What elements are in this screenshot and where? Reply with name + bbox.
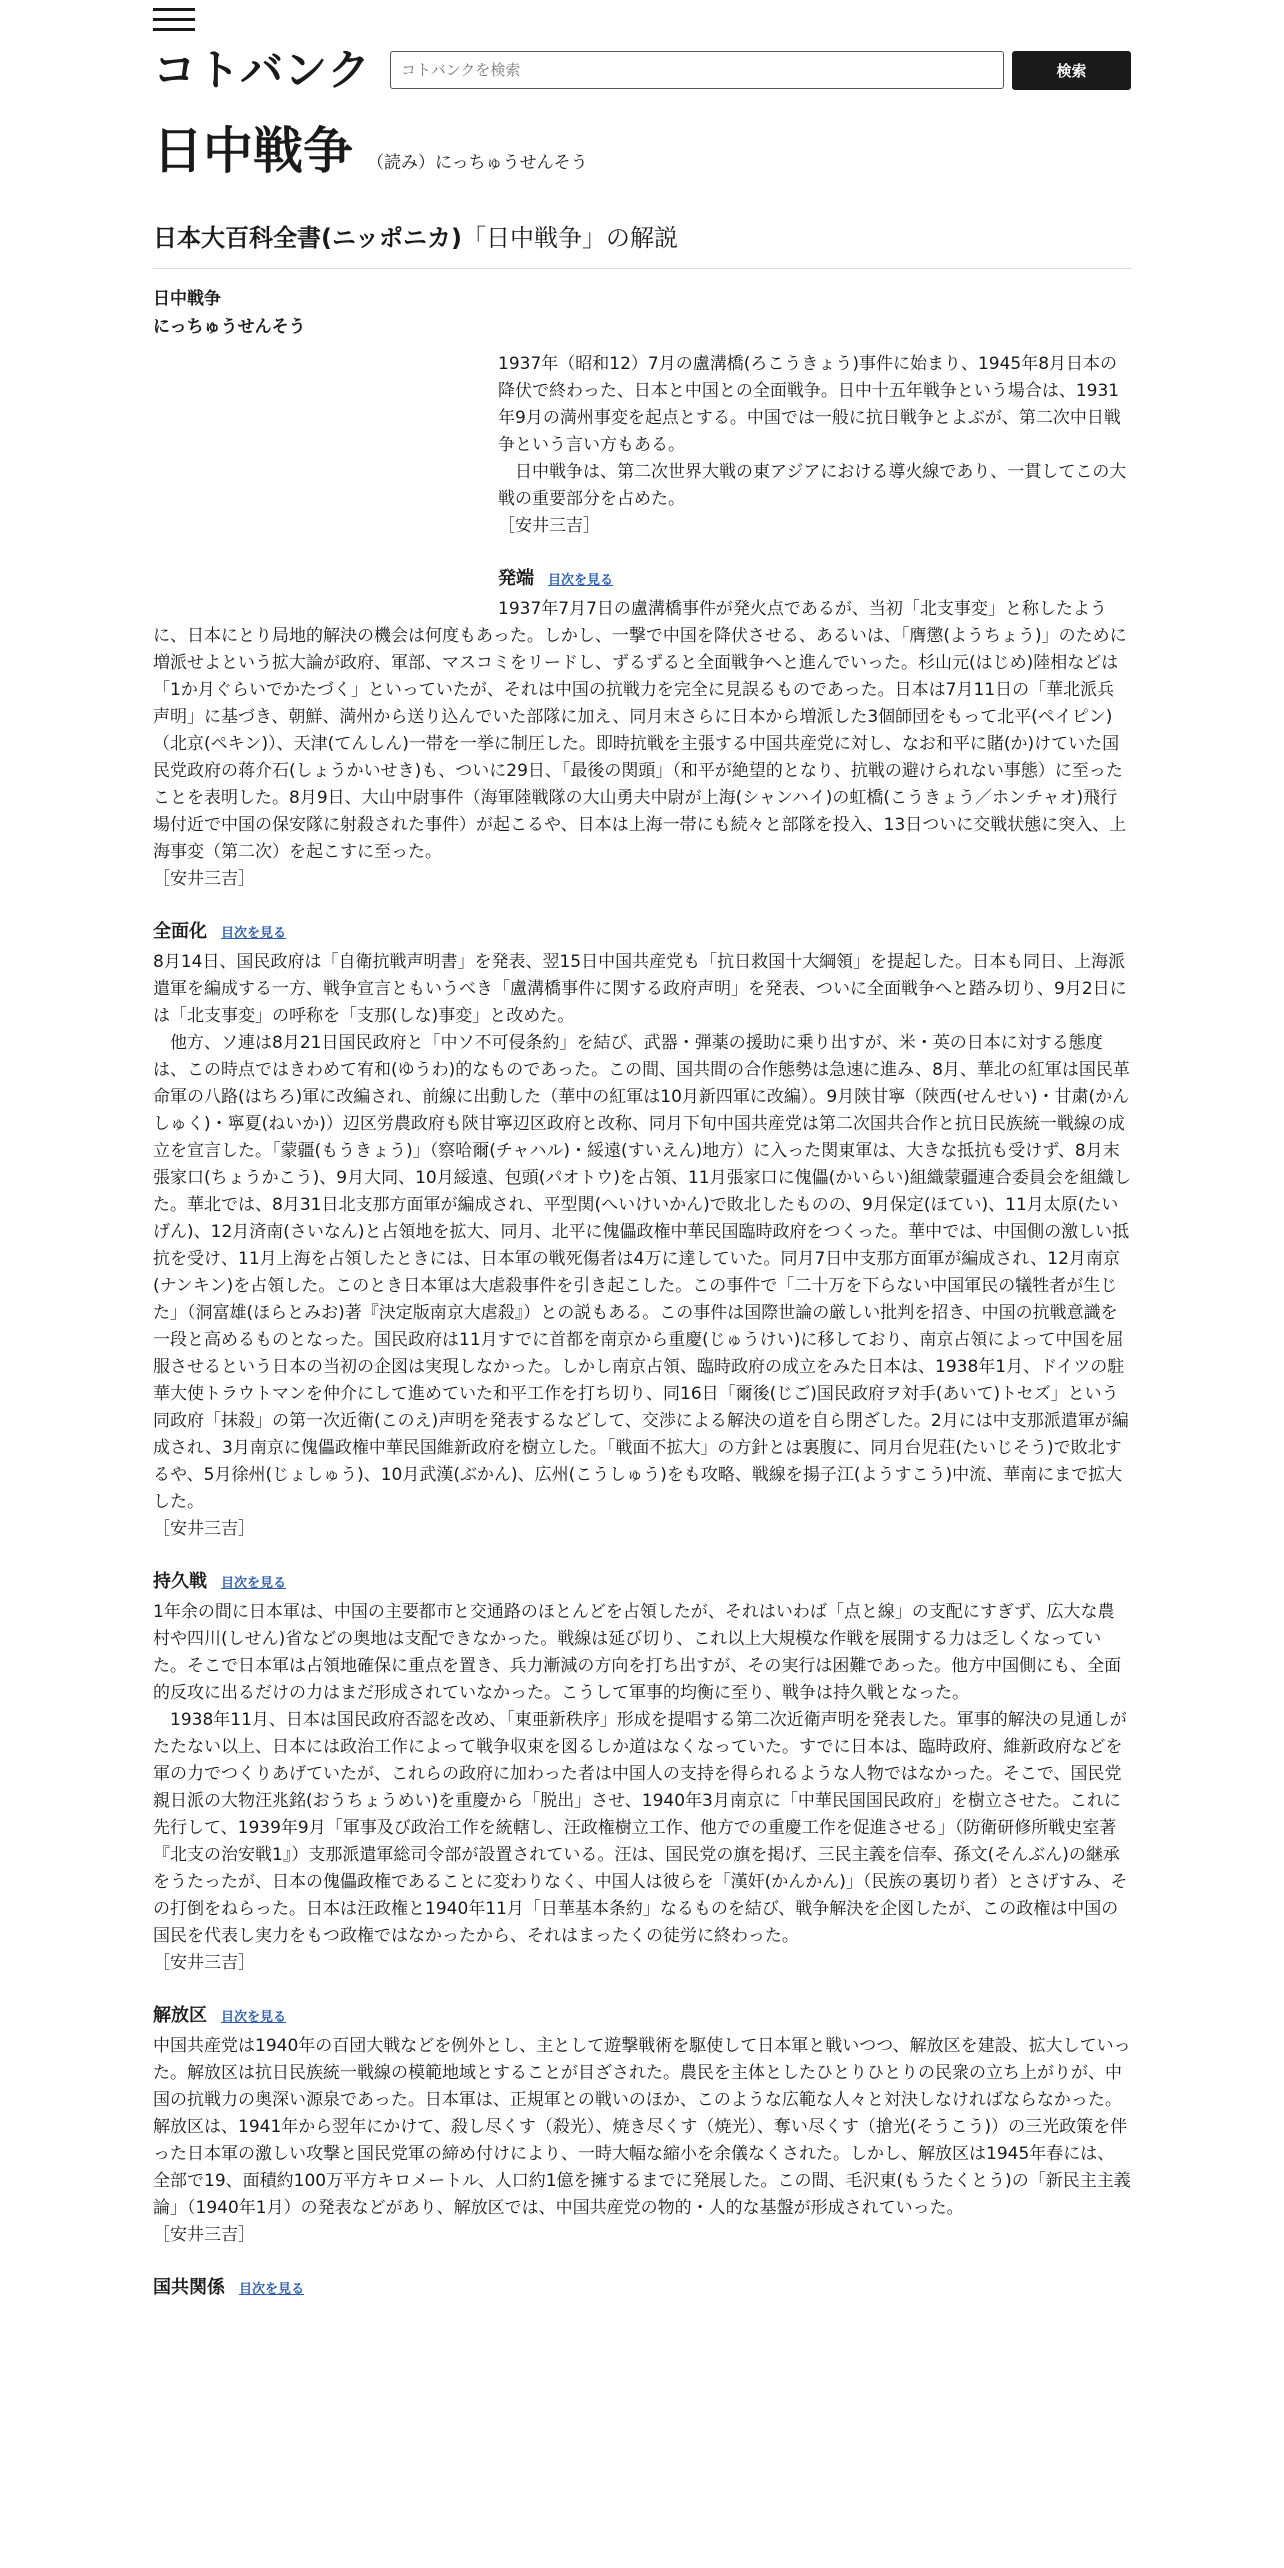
source-name: 日本大百科全書(ニッポニカ): [153, 224, 462, 252]
search-button[interactable]: 検索: [1012, 51, 1131, 90]
source-suffix: 「日中戦争」の解説: [461, 224, 678, 252]
section-kokkyo: [153, 2273, 1131, 2305]
intro-paragraph: 日中戦争は、第二次世界大戦の東アジアにおける導火線であり、一貫してこの大戦の重要部分を占めた。: [498, 462, 1127, 509]
section-heading: [153, 2001, 1131, 2033]
toc-link[interactable]: 目次を見る: [548, 573, 614, 588]
section-jikyusen: [153, 1567, 1131, 1977]
section-heading-text: 全面化: [153, 921, 207, 942]
section-paragraph: 中国共産党は1940年の百団大戦などを例外とし、主として遊撃戦術を駆使して日本軍と戦いつつ、解放区を建設、拡大していった。解放区は抗日民族統一戦線の模範地域とすることが目ざされた。農民を主体としたひとりひとりの民衆の立ち上がりが、中国の抗戦力の奥深い源泉であった。日本軍は、正規軍との戦いのほか、このような広範な人々と対決しなければならなかった。解放区は、1941年から翌年にかけて、殺し尽くす（殺光）、焼き尽くす（焼光）、奪い尽くす（搶光(そうこう)）の三光政策を伴った日本軍の激しい攻撃と国民党軍の締め付けにより、一時大幅な縮小を余儀なくされた。しかし、解放区は1945年春には、全部で19、面積約100万平方キロメートル、人口約1億を擁するまでに発展した。この間、毛沢東(もうたくとう)の「新民主主義論」（1940年1月）の発表などがあり、解放区では、中国共産党の物的・人的な基盤が形成されていった。: [153, 2036, 1131, 2218]
section-heading: [153, 917, 1131, 949]
section-heading-text: 国共関係: [153, 2277, 225, 2298]
toc-link[interactable]: 目次を見る: [239, 2282, 305, 2297]
source-heading: [153, 220, 1131, 269]
intro-block: [498, 351, 1131, 540]
section-heading-text: 解放区: [153, 2005, 207, 2026]
page-reading: （読み）にっちゅうせんそう: [367, 153, 588, 173]
section-heading: [498, 564, 1131, 596]
section-heading: [153, 1567, 1131, 1599]
section-kaihoku: [153, 2001, 1131, 2249]
section-heading-text: 発端: [498, 568, 534, 589]
menu-icon[interactable]: [153, 8, 195, 32]
toc-link[interactable]: 目次を見る: [221, 1576, 287, 1591]
author-credit: ［安井三吉］: [153, 869, 255, 889]
section-zenmenka: [153, 917, 1131, 1543]
title-row: [153, 118, 588, 184]
author-credit: ［安井三吉］: [153, 2225, 255, 2245]
page-title: 日中戦争: [153, 122, 353, 180]
section-paragraph: 8月14日、国民政府は「自衛抗戦声明書」を発表、翌15日中国共産党も「抗日救国十大綱領」を提起した。日本も同日、上海派遣軍を編成する一方、戦争宣言ともいうべき「盧溝橋事件に関する政府声明」を発表、ついに全面戦争へと踏み切り、9月2日には「北支事変」の呼称を「支那(しな)事変」と改めた。: [153, 952, 1127, 1026]
section-paragraph: 1年余の間に日本軍は、中国の主要都市と交通路のほとんどを占領したが、それはいわば「点と線」の支配にすぎず、広大な農村や四川(しせん)省などの奥地は支配できなかった。戦線は延び切り、これ以上大規模な作戦を展開する力は乏しくなっていた。そこで日本軍は占領地確保に重点を置き、兵力漸減の方向を打ち出すが、その実行は困難であった。他方中国側にも、全面的反攻に出るだけの力はまだ形成されていなかった。こうして軍事的均衡に至り、戦争は持久戦となった。: [153, 1602, 1122, 1703]
toc-link[interactable]: 目次を見る: [221, 2010, 287, 2025]
section-paragraph: 1937年7月7日の盧溝橋事件が発火点であるが、当初「北支事変」と称したように、日本にとり局地的解決の機会は何度もあった。しかし、一撃で中国を降伏させる、あるいは、「膺懲(ようちょう)」のために増派せよという拡大論が政府、軍部、マスコミをリードし、ずるずると全面戦争へと進んでいった。杉山元(はじめ)陸相などは「1か月ぐらいでかたづく」といっていたが、それは中国の抗戦力を完全に見誤るものであった。日本は7月11日の「華北派兵声明」に基づき、朝鮮、満州から送り込んでいた部隊に加え、同月末さらに日本から増派した3個師団をもって北平(ペイピン)（北京(ペキン)）、天津(てんしん)一帯を一挙に制圧した。即時抗戦を主張する中国共産党に対し、なお和平に賭(か)けていた国民党政府の蒋介石(しょうかいせき)も、ついに29日、「最後の関頭」（和平が絶望的となり、抗戦の避けられない事態）に至ったことを表明した。8月9日、大山中尉事件（海軍陸戦隊の大山勇夫中尉が上海(シャンハイ)の虹橋(こうきょう／ホンチャオ)飛行場付近で中国の保安隊に射殺された事件）が起こるや、日本は上海一帯にも続々と部隊を投入、13日ついに交戦状態に突入、上海事変（第二次）を起こすに至った。: [153, 599, 1127, 862]
section-heading: [153, 2273, 1131, 2305]
intro-paragraph: 1937年（昭和12）7月の盧溝橋(ろこうきょう)事件に始まり、1945年8月日本の降伏で終わった、日本と中国との全面戦争。日中十五年戦争という場合は、1931年9月の満州事変を起点とする。中国では一般に抗日戦争とよぶが、第二次中日戦争という言い方もある。: [498, 354, 1121, 455]
toc-link[interactable]: 目次を見る: [221, 926, 287, 941]
section-heading-text: 持久戦: [153, 1571, 207, 1592]
author-credit: ［安井三吉］: [153, 1953, 255, 1973]
author-credit: ［安井三吉］: [498, 516, 600, 536]
search-input[interactable]: [390, 51, 1004, 89]
section-hattan: [153, 564, 1131, 893]
section-paragraph: 1938年11月、日本は国民政府否認を改め、「東亜新秩序」形成を提唱する第二次近衛声明を発表した。軍事的解決の見通しがたたない以上、日本には政治工作によって戦争収束を図るしか道はなくなっていた。すでに日本は、臨時政府、維新政府などを軍の力でつくりあげていたが、これらの政府に加わった者は中国人の支持を得られるような人物ではなかった。そこで、国民党親日派の大物汪兆銘(おうちょうめい)を重慶から「脱出」させ、1940年3月南京に「中華民国国民政府」を樹立させた。これに先行して、1939年9月「軍事及び政治工作を統轄し、汪政権樹立工作、他方での重慶工作を促進させる」（防衛研修所戦史室著『北支の治安戦1』）支那派遣軍総司令部が設置されている。汪は、国民党の旗を掲げ、三民主義を信奉、孫文(そんぶん)の継承をうたったが、日本の傀儡政権であることに変わりなく、中国人は彼らを「漢奸(かんかん)」（民族の裏切り者）とさげすみ、その打倒をねらった。日本は汪政権と1940年11月「日華基本条約」なるものを結び、戦争解決を企図したが、この政権は中国の国民を代表し実力をもつ政権ではなかったから、それはまったくの徒労に終わった。: [153, 1710, 1128, 1946]
headword-reading: にっちゅうせんそう: [153, 317, 306, 337]
author-credit: ［安井三吉］: [153, 1519, 255, 1539]
site-logo[interactable]: コトバンク: [153, 46, 372, 96]
headword-term: 日中戦争: [153, 289, 221, 309]
section-paragraph: 他方、ソ連は8月21日国民政府と「中ソ不可侵条約」を結び、武器・弾薬の援助に乗り出すが、米・英の日本に対する態度は、この時点ではきわめて宥和(ゆうわ)的なものであった。この間、国共間の合作態勢は急速に進み、8月、華北の紅軍は国民革命軍の八路(はちろ)軍に改編され、前線に出動した（華中の紅軍は10月新四軍に改編）。9月陝甘寧（陝西(せんせい)・甘粛(かんしゅく)・寧夏(ねいか)）辺区労農政府も陝甘寧辺区政府と改称、同月下旬中国共産党は第二次国共合作と抗日民族統一戦線の成立を宣言した。「蒙疆(もうきょう)」（察哈爾(チャハル)・綏遠(すいえん)地方）に入った関東軍は、大きな抵抗も受けず、8月末張家口(ちょうかこう)、9月大同、10月綏遠、包頭(パオトウ)を占領、11月張家口に傀儡(かいらい)組織蒙疆連合委員会を組織した。華北では、8月31日北支那方面軍が編成され、平型関(へいけいかん)で敗北したものの、9月保定(ほてい)、11月太原(たいげん)、12月済南(さいなん)と占領地を拡大、同月、北平に傀儡政権中華民国臨時政府をつくった。華中では、中国側の激しい抵抗を受け、11月上海を占領したときには、日本軍の戦死傷者は4万に達していた。同月7日中支那方面軍が編成され、12月南京(ナンキン)を占領した。このとき日本軍は大虐殺事件を引き起こした。この事件で「二十万を下らない中国軍民の犠牲者が生じた」（洞富雄(ほらとみお)著『決定版南京大虐殺』）との説もある。この事件は国際世論の厳しい批判を招き、中国の抗戦意識を一段と高めるものとなった。国民政府は11月すでに首都を南京から重慶(じゅうけい)に移しており、南京占領によって中国を屈服させるという日本の当初の企図は実現しなかった。しかし南京占領、臨時政府の成立をみた日本は、1938年1月、ドイツの駐華大使トラウトマンを仲介にして進めていた和平工作を打ち切り、同16日「爾後(じご)国民政府ヲ対手(あいて)トセズ」という同政府「抹殺」の第一次近衛(このえ)声明を発表するなどして、交渉による解決の道を自ら閉ざした。2月には中支那派遣軍が編成され、3月南京に傀儡政権中華民国維新政府を樹立した。「戦面不拡大」の方針とは裏腹に、同月台児荘(たいじそう)で敗北するや、5月徐州(じょしゅう)、10月武漢(ぶかん)、広州(こうしゅう)をも攻略、戦線を揚子江(ようすこう)中流、華南にまで拡大した。: [153, 1033, 1131, 1512]
article-body: [153, 285, 1131, 2305]
